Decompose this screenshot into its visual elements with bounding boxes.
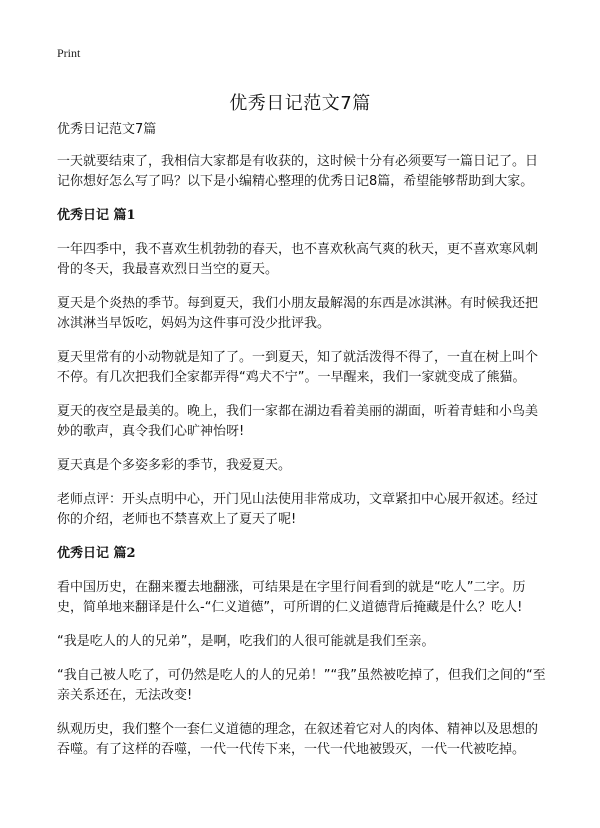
paragraph: 夏天里常有的小动物就是知了了。一到夏天，知了就活泼得不得了，一直在树上叫个不停。有几次把我们全家都弄得“鸡犬不宁”。一早醒来，我们一家就变成了熊猫。	[57, 350, 539, 385]
paragraph: 纵观历史，我们整个一套仁义道德的理念，在叙述着它对人的肉体、精神以及思想的吞噬。有了这样的吞噬，一代一代传下来，一代一代地被毁灭，一代一代被吃掉。	[57, 722, 539, 757]
section-heading: 优秀日记 篇1	[57, 208, 136, 223]
paragraph: 一年四季中，我不喜欢生机勃勃的春天，也不喜欢秋高气爽的秋天，更不喜欢寒风刺骨的冬天，我最喜欢烈日当空的夏天。	[57, 242, 539, 277]
document-subtitle: 优秀日记范文7篇	[57, 122, 157, 137]
paragraph: 夏天真是个多姿多彩的季节，我爱夏天。	[57, 458, 292, 473]
print-link[interactable]: Print	[57, 46, 81, 60]
paragraph: “我自己被人吃了，可仍然是吃人的人的兄弟！”“我”虽然被吃掉了，但我们之间的“至亲关系还在，无法改变!	[57, 668, 546, 703]
paragraph: “我是吃人的人的兄弟”，是啊，吃我们的人很可能就是我们至亲。	[57, 634, 435, 649]
paragraph: 夏天是个炎热的季节。每到夏天，我们小朋友最解渴的东西是冰淇淋。有时候我还把冰淇淋当早饭吃，妈妈为这件事可没少批评我。	[57, 296, 539, 331]
intro-paragraph: 一天就要结束了，我相信大家都是有收获的，这时候十分有必须要写一篇日记了。日记你想好怎么写了吗？以下是小编精心整理的优秀日记8篇，希望能够帮助到大家。	[57, 154, 539, 189]
teacher-comment: 老师点评：开头点明中心，开门见山法使用非常成功，文章紧扣中心展开叙述。经过你的介绍，老师也不禁喜欢上了夏天了呢!	[57, 492, 539, 527]
paragraph: 看中国历史，在翻来覆去地翻涨，可结果是在字里行间看到的就是“吃人”二字。历史，简单地来翻译是什么-“仁义道德”，可所谓的仁义道德背后掩藏是什么？吃人!	[57, 580, 526, 615]
document-body	[57, 120, 547, 774]
section-heading: 优秀日记 篇2	[57, 546, 136, 561]
page-title: 优秀日记范文7篇	[229, 93, 371, 115]
paragraph: 夏天的夜空是最美的。晚上，我们一家都在湖边看着美丽的湖面，听着青蛙和小鸟美妙的歌声，真令我们心旷神怡呀!	[57, 404, 539, 439]
